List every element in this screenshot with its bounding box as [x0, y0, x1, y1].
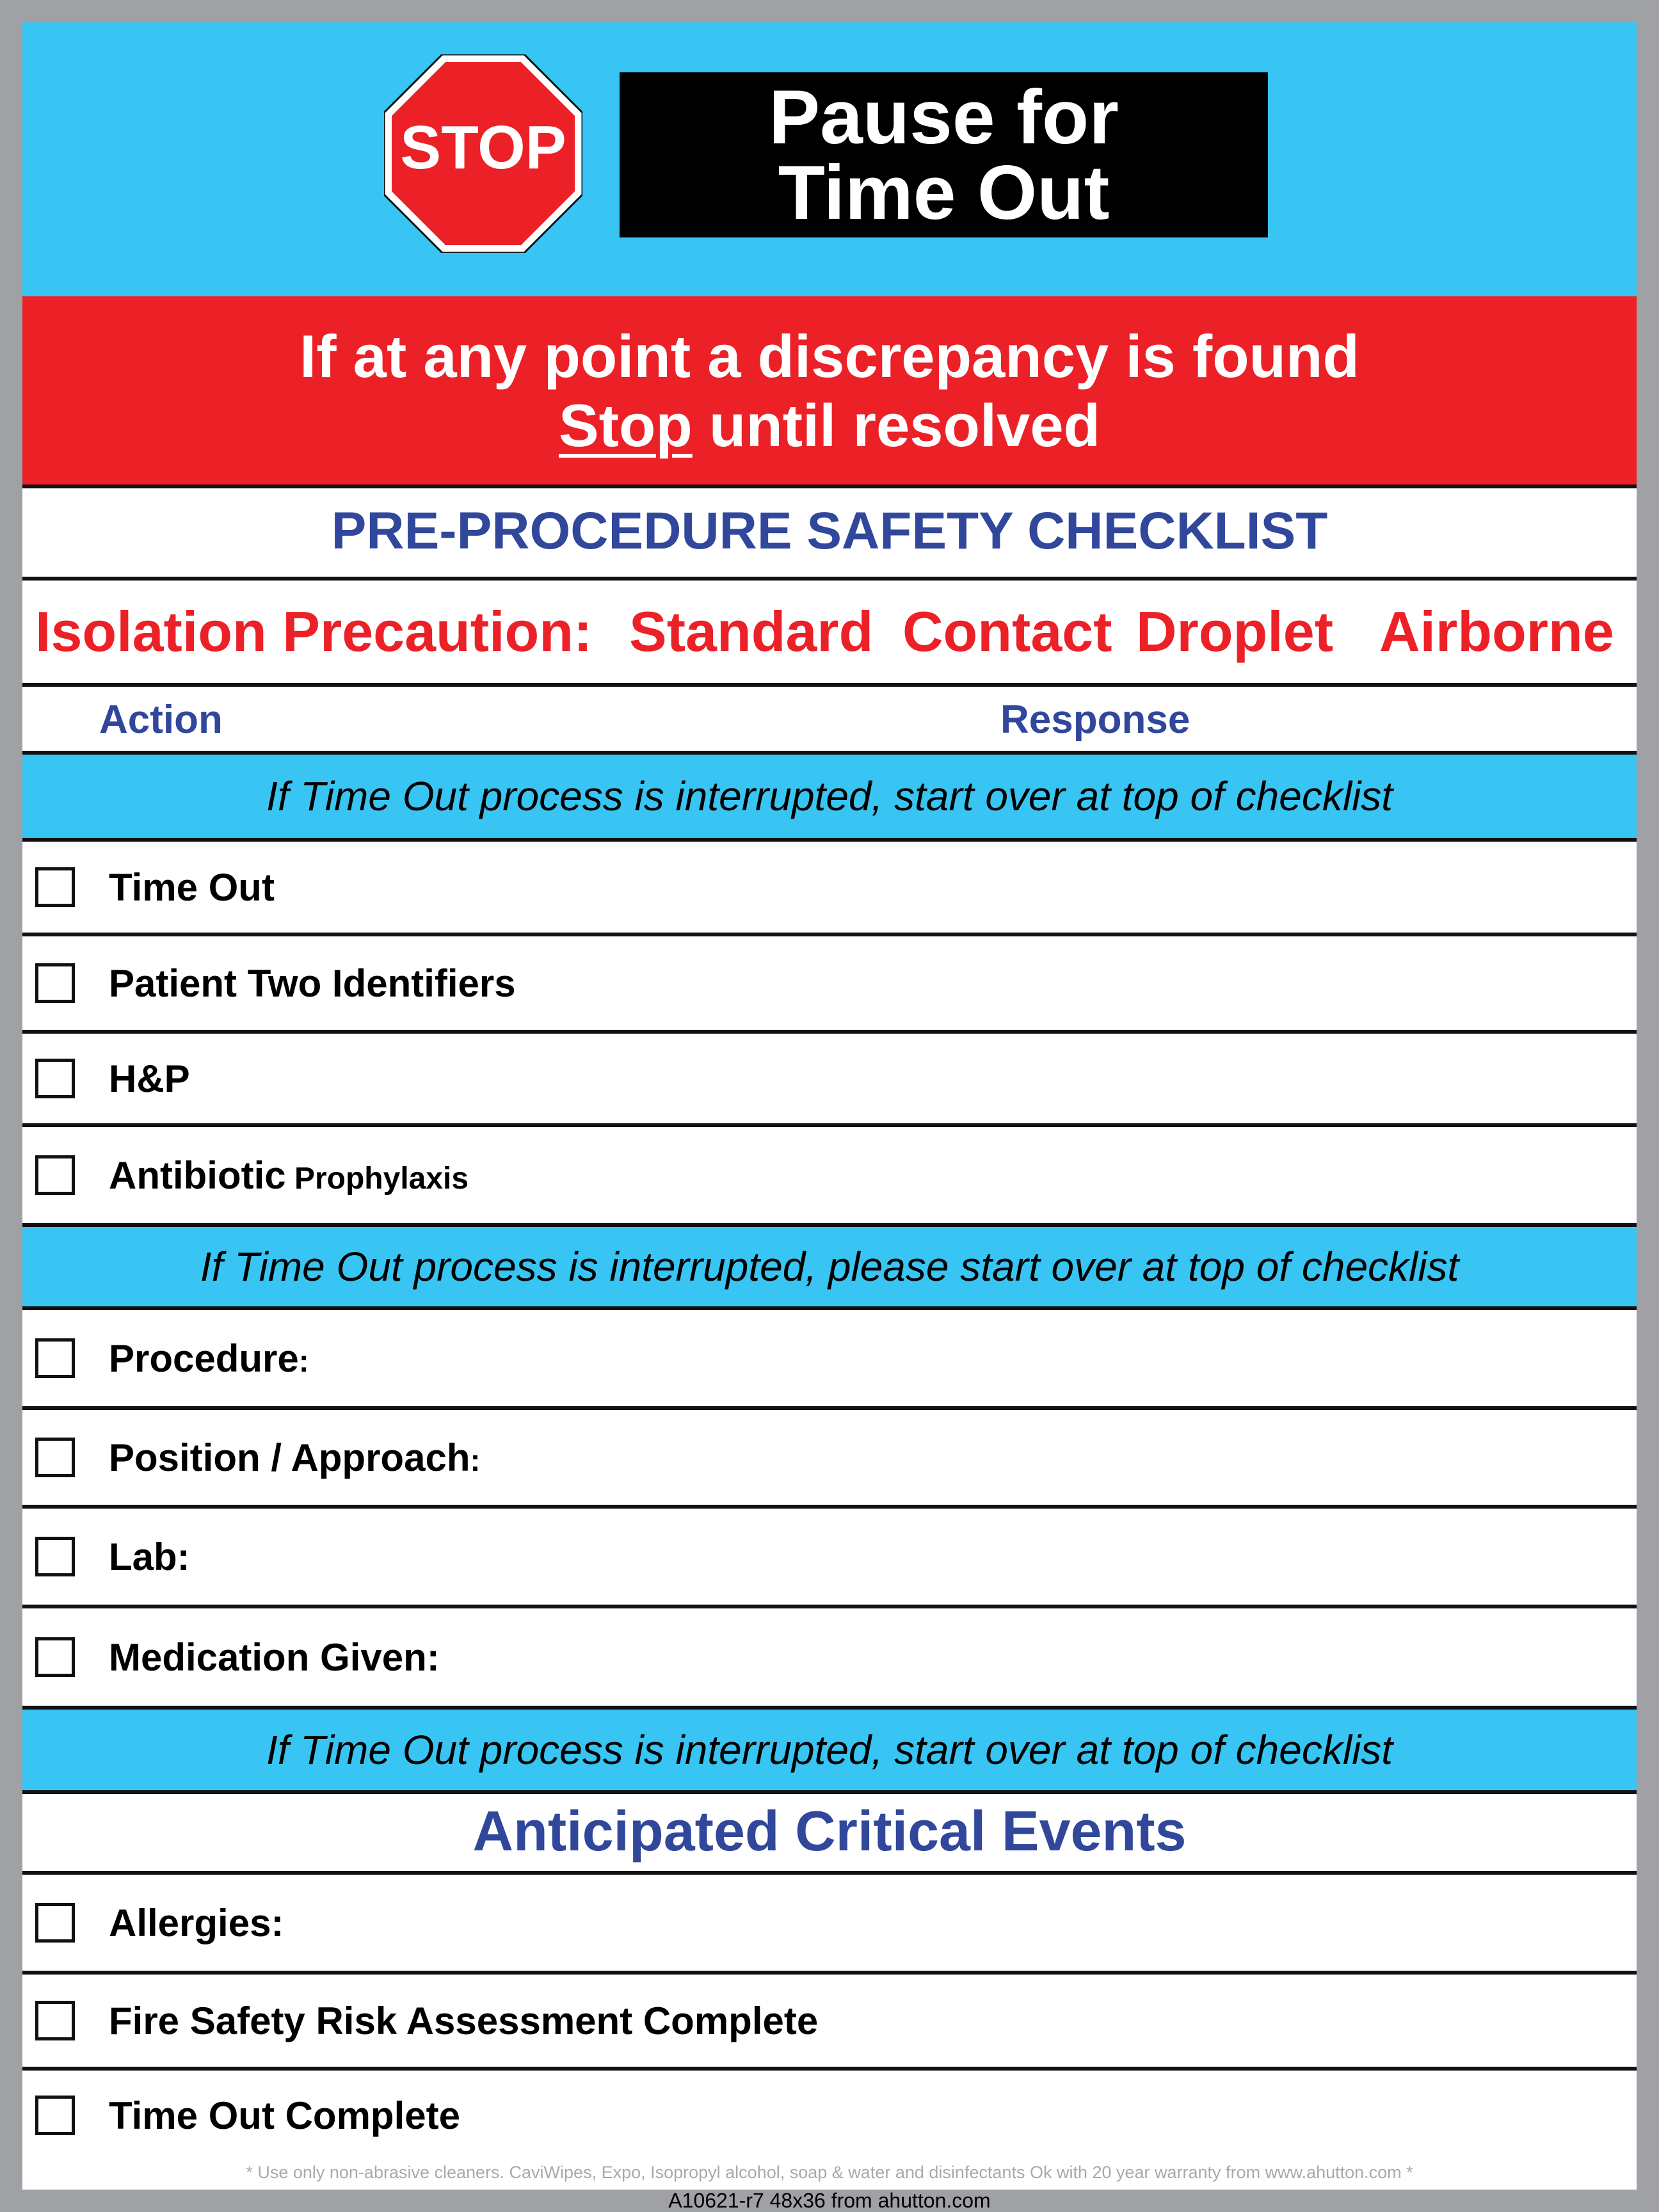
checklist-row-h-and-p: [22, 1034, 1637, 1123]
column-header-action: Action: [99, 698, 223, 742]
checklist-row-patient-identifiers: [22, 936, 1637, 1030]
checklist-row-time-out: [22, 842, 1637, 933]
isolation-option-standard[interactable]: Standard: [629, 600, 874, 663]
row-label: Time Out Complete: [109, 2094, 460, 2137]
interrupt-note: If Time Out process is interrupted, start over at top of checklist: [22, 1710, 1637, 1790]
checklist-row-time-out-complete: [22, 2071, 1637, 2160]
stop-sign-icon: [384, 54, 582, 253]
checklist-row-medication: [22, 1608, 1637, 1706]
interrupt-note: If Time Out process is interrupted, please start over at top of checklist: [22, 1227, 1637, 1306]
cleaning-note: * Use only non-abrasive cleaners. CaviWipes, Expo, Isopropyl alcohol, soap & water and disinfectants Ok with 20 year warranty from www.ahutton.com *: [246, 2163, 1413, 2182]
checkbox[interactable]: [35, 963, 75, 1003]
checklist-row-lab: [22, 1509, 1637, 1605]
checklist-title: PRE-PROCEDURE SAFETY CHECKLIST: [331, 502, 1328, 560]
row-label: Position / Approach: [109, 1436, 470, 1479]
checklist-row-procedure: [22, 1310, 1637, 1406]
row-label: H&P: [109, 1057, 190, 1100]
isolation-option-droplet[interactable]: Droplet: [1136, 600, 1333, 663]
checklist-row-position: [22, 1410, 1637, 1505]
checkbox[interactable]: [35, 2001, 75, 2040]
warning-line2-rest: until resolved: [692, 392, 1101, 459]
column-header-response: Response: [1000, 698, 1190, 742]
isolation-option-airborne[interactable]: Airborne: [1379, 600, 1614, 663]
title-box: [620, 72, 1268, 237]
header-band: [22, 22, 1637, 296]
checkbox[interactable]: [35, 1155, 75, 1195]
row-label: Patient Two Identifiers: [109, 961, 516, 1005]
checkbox[interactable]: [35, 1438, 75, 1477]
checkbox[interactable]: [35, 1637, 75, 1677]
row-label: Procedure: [109, 1336, 299, 1380]
row-label: Medication Given:: [109, 1635, 440, 1679]
checkbox[interactable]: [35, 1059, 75, 1098]
stop-sign-text: STOP: [400, 113, 566, 182]
row-label: Fire Safety Risk Assessment Complete: [109, 1999, 819, 2042]
warning-line2: [22, 391, 1637, 460]
warning-stop-word: Stop: [558, 392, 693, 459]
isolation-option-contact[interactable]: Contact: [902, 600, 1112, 663]
title-line1: Pause for: [769, 74, 1119, 160]
checklist-row-fire-safety: [22, 1975, 1637, 2067]
interrupt-note: If Time Out process is interrupted, start over at top of checklist: [22, 755, 1637, 838]
row-label-suffix: Prophylaxis: [285, 1161, 469, 1196]
checklist-row-antibiotic: [22, 1127, 1637, 1223]
row-label: Lab:: [109, 1535, 190, 1578]
events-title: Anticipated Critical Events: [472, 1799, 1187, 1863]
row-label: Antibiotic: [109, 1153, 286, 1197]
row-label-suffix: :: [298, 1344, 309, 1379]
row-label-suffix: :: [470, 1443, 481, 1478]
row-label: Allergies:: [109, 1901, 284, 1944]
column-headers: [22, 687, 1637, 751]
checkbox[interactable]: [35, 1338, 75, 1378]
checkbox[interactable]: [35, 2096, 75, 2135]
warning-line1: If at any point a discrepancy is found: [300, 323, 1359, 390]
checklist-board: [22, 22, 1637, 2190]
title-line2: Time Out: [778, 150, 1110, 236]
isolation-precaution-row: [22, 581, 1637, 683]
product-code: A10621-r7 48x36 from ahutton.com: [668, 2189, 991, 2212]
checklist-row-allergies: [22, 1875, 1637, 1971]
checkbox[interactable]: [35, 1537, 75, 1576]
warning-band: [22, 296, 1637, 485]
row-label: Time Out: [109, 865, 275, 909]
checkbox[interactable]: [35, 867, 75, 907]
isolation-label: Isolation Precaution:: [35, 600, 593, 663]
checkbox[interactable]: [35, 1903, 75, 1943]
